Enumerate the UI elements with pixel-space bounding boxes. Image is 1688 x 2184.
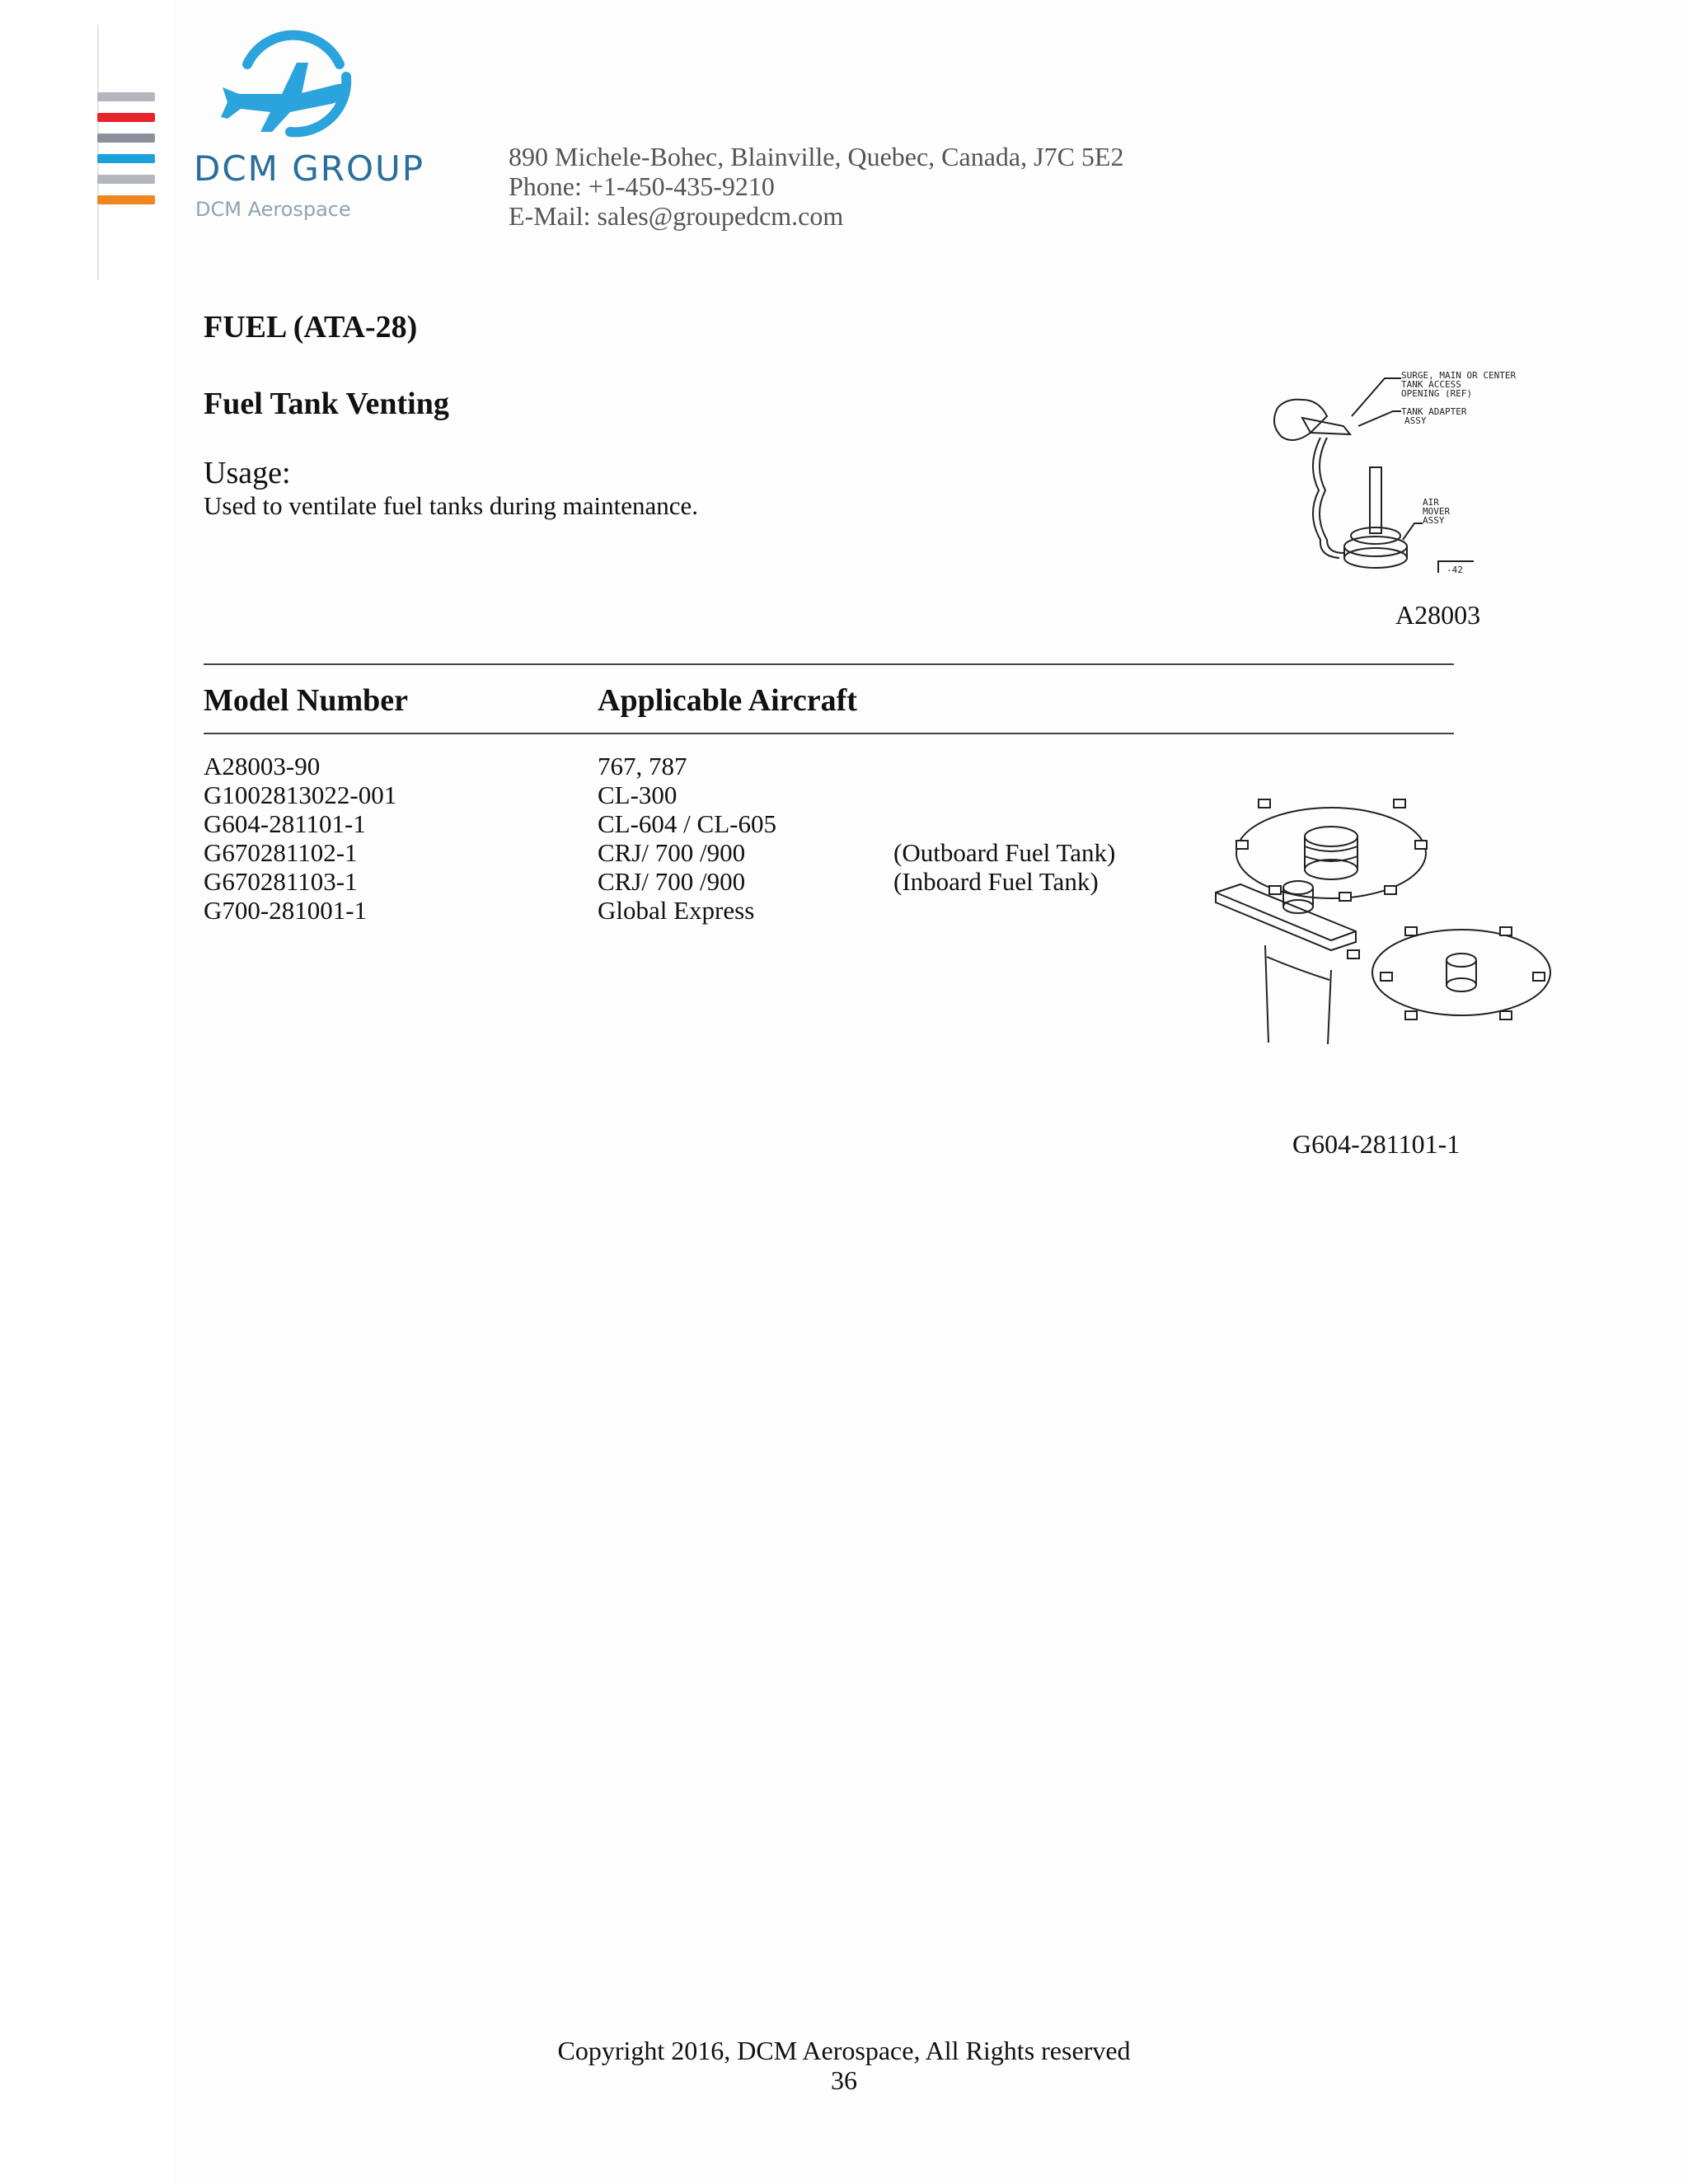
column-header-aircraft: Applicable Aircraft — [598, 683, 857, 718]
aircraft-note — [893, 780, 1115, 809]
figure-label: TANK ADAPTER — [1401, 406, 1467, 417]
brand-stripe — [97, 154, 155, 163]
aircraft-note: (Outboard Fuel Tank) — [893, 838, 1116, 867]
model-number: G670281102-1 — [204, 838, 358, 867]
model-number: A28003-90 — [204, 752, 321, 780]
usage-description: Used to ventilate fuel tanks during maintenance. — [204, 491, 699, 520]
logo-subtitle: DCM Aerospace — [195, 198, 351, 221]
model-number: G604-281101-1 — [204, 809, 366, 838]
model-number: G700-281001-1 — [204, 896, 368, 925]
brand-stripes — [97, 92, 155, 216]
email-line: E-Mail: sales@groupedcm.com — [509, 201, 844, 231]
figure-label: ASSY — [1404, 415, 1427, 426]
model-number: G1002813022-001 — [204, 780, 397, 809]
fuel-tank-adapter-drawing — [1261, 367, 1517, 585]
address-line: 890 Michele-Bohec, Blainville, Quebec, Canada, J7C 5E2 — [509, 142, 1124, 171]
figure-label: MOVER — [1423, 506, 1451, 517]
brand-stripe — [97, 175, 155, 184]
figure-label: -42 — [1447, 565, 1463, 575]
aircraft-note — [893, 809, 1115, 838]
applicable-aircraft: 767, 787 — [598, 752, 687, 780]
aircraft-note — [893, 752, 1115, 780]
applicable-aircraft: CRJ/ 700 /900 — [598, 867, 746, 896]
model-column — [204, 752, 396, 925]
logo-wordmark: DCM GROUP — [194, 148, 425, 189]
figure-label: SURGE, MAIN OR CENTER — [1401, 370, 1517, 381]
company-address — [509, 142, 1123, 231]
aircraft-column — [598, 752, 776, 925]
applicable-aircraft: CRJ/ 700 /900 — [598, 838, 746, 867]
phone-line: Phone: +1-450-435-9210 — [509, 171, 775, 201]
applicable-aircraft: CL-300 — [598, 780, 678, 809]
product-title: Fuel Tank Venting — [204, 387, 449, 421]
figure-label: AIR — [1423, 497, 1439, 508]
figure-label: TANK ACCESS — [1401, 379, 1461, 390]
column-header-model: Model Number — [204, 683, 409, 718]
figure-caption: A28003 — [1395, 600, 1481, 630]
vent-adapter-plates-drawing — [1207, 787, 1550, 1047]
brand-stripe — [97, 113, 155, 122]
note-column — [893, 752, 1115, 896]
brand-stripe — [97, 134, 155, 143]
figure-label: OPENING (REF) — [1401, 388, 1473, 399]
figure-caption: G604-281101-1 — [1292, 1129, 1461, 1159]
table-top-rule — [204, 663, 1454, 665]
aircraft-note: (Inboard Fuel Tank) — [893, 867, 1099, 896]
brand-stripe — [97, 92, 155, 101]
section-title: FUEL (ATA-28) — [204, 310, 418, 344]
page-number: 36 — [831, 2065, 857, 2095]
table-header-rule — [204, 733, 1454, 734]
copyright-text: Copyright 2016, DCM Aerospace, All Rights reserved — [557, 2036, 1131, 2065]
figure-label: ASSY — [1423, 515, 1445, 526]
usage-label: Usage: — [204, 456, 291, 490]
brand-stripe — [97, 195, 155, 204]
model-number: G670281103-1 — [204, 867, 358, 896]
applicable-aircraft: Global Express — [598, 896, 755, 925]
applicable-aircraft: CL-604 / CL-605 — [598, 809, 776, 838]
